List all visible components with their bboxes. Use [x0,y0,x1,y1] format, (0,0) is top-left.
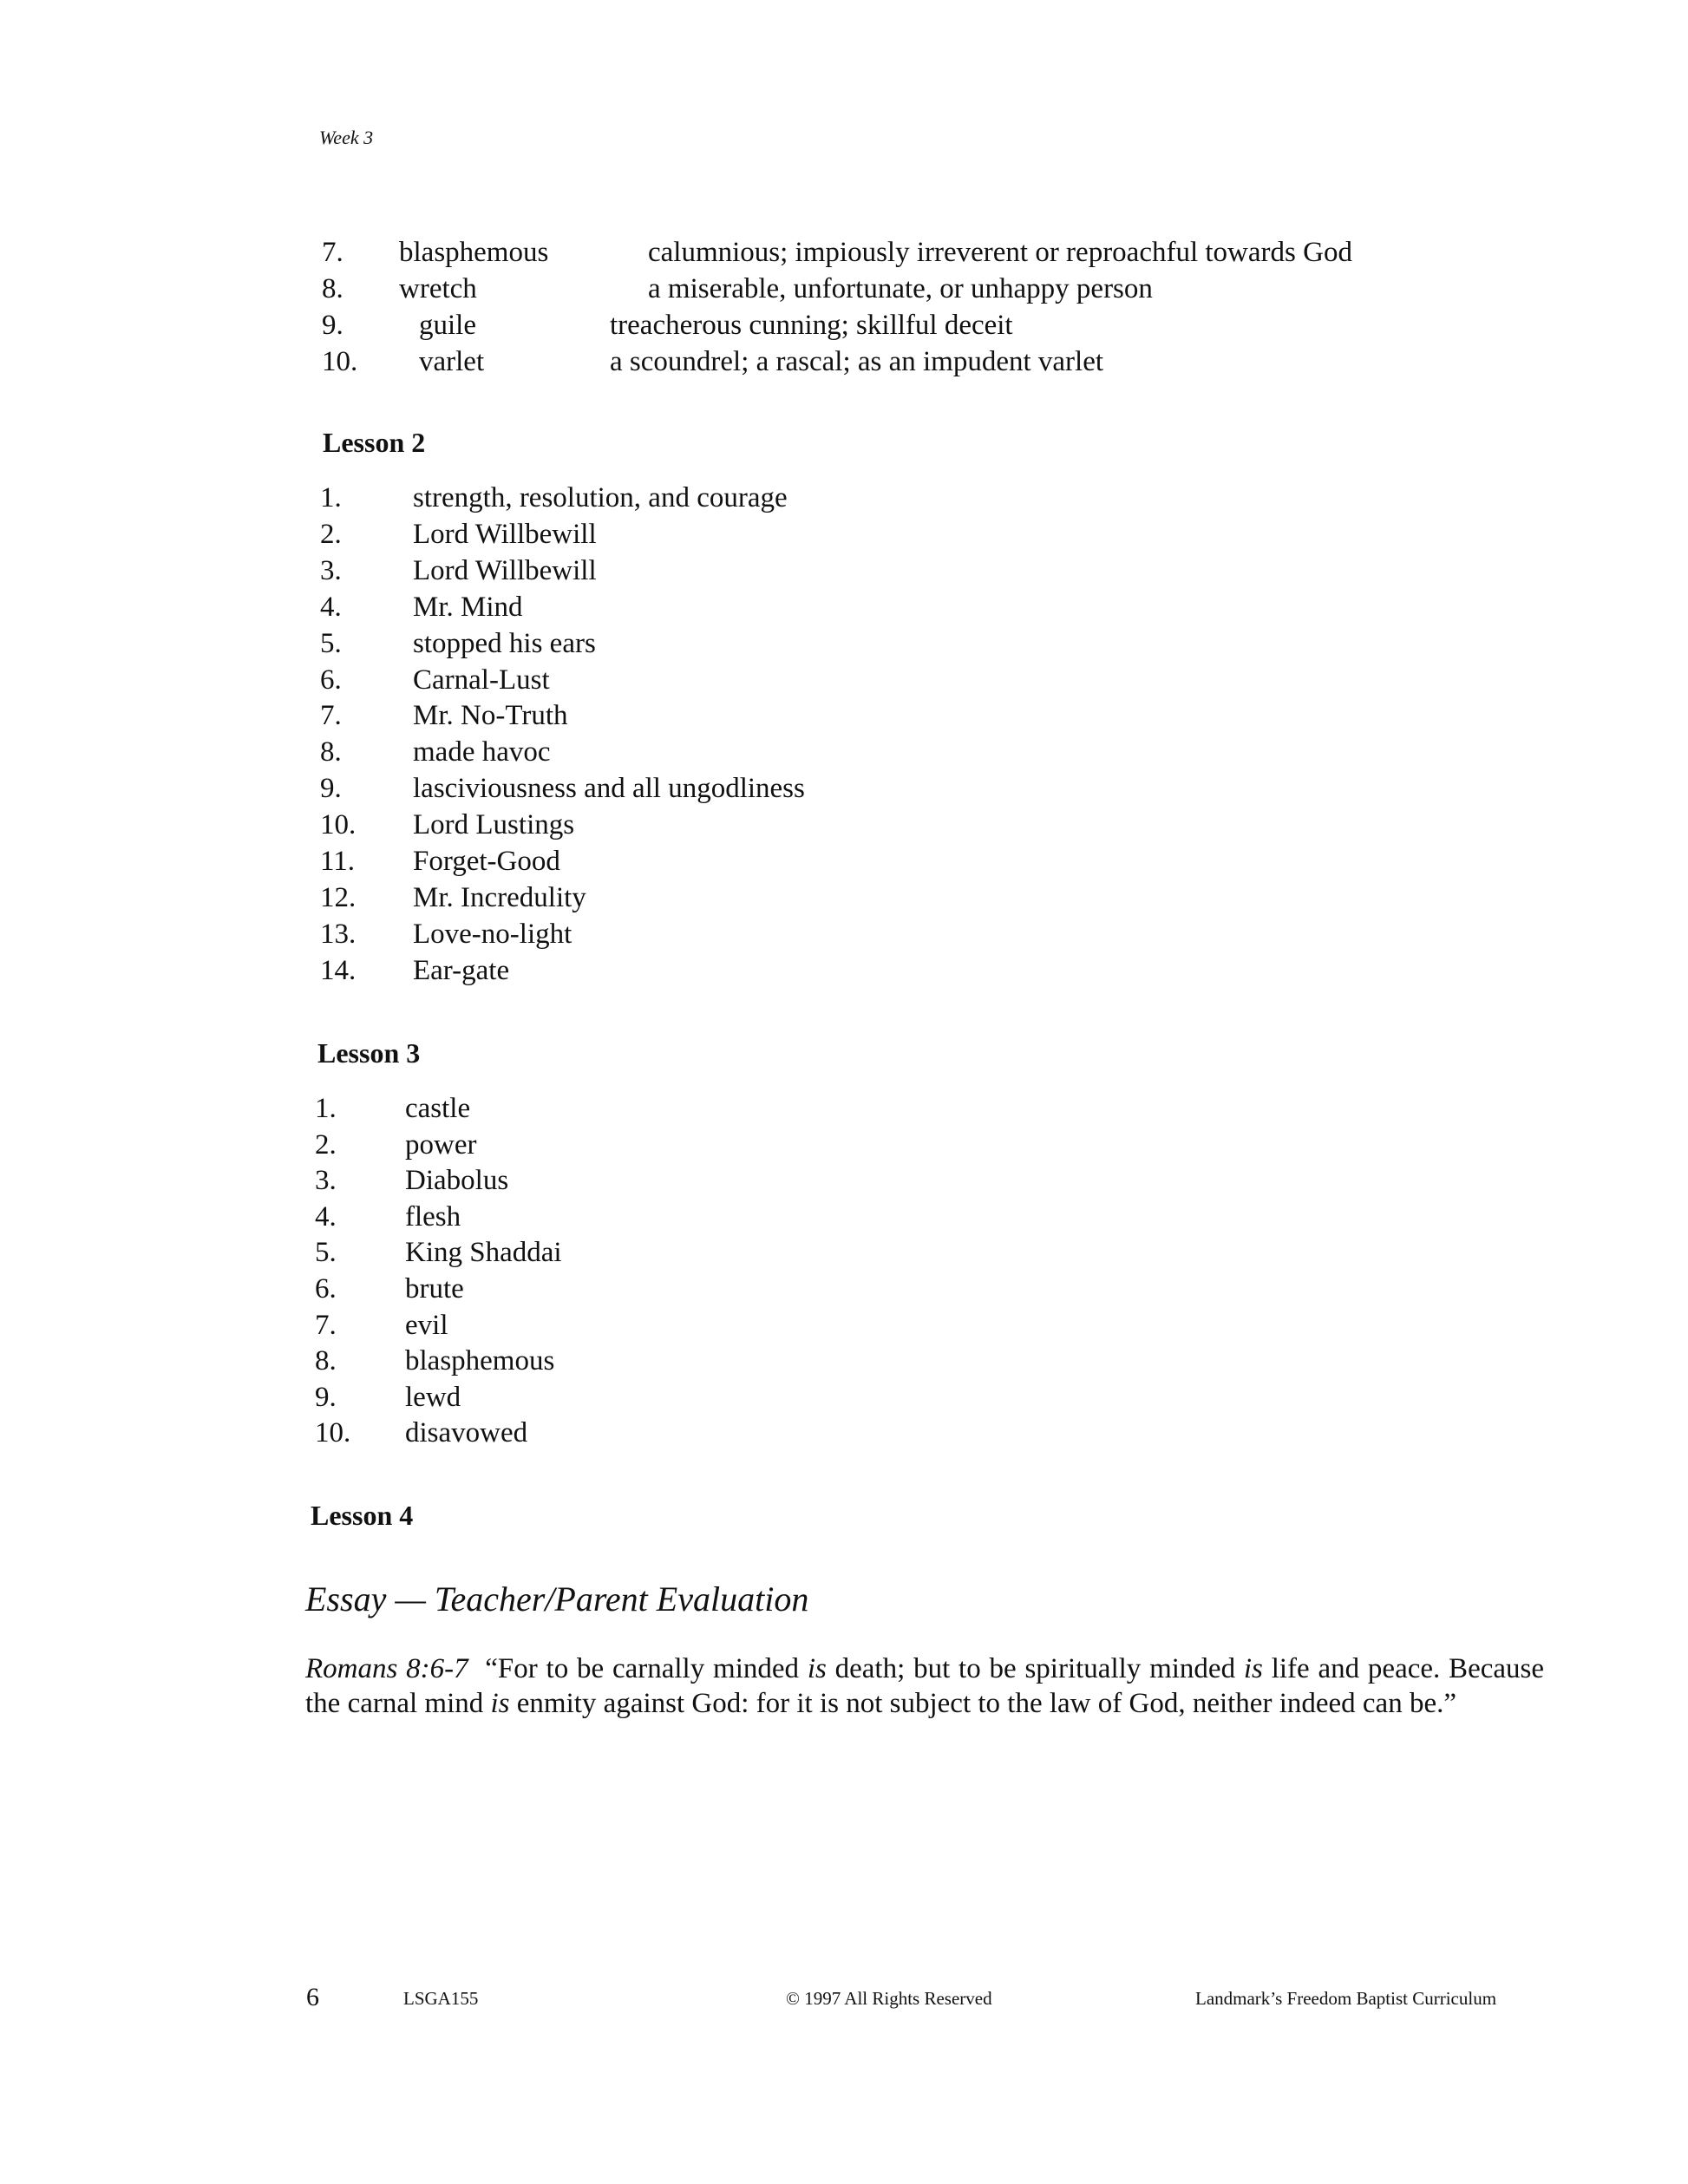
answer-row [315,1199,1096,1235]
vocab-term: blasphemous [399,237,549,268]
answer-row [320,625,1101,662]
curriculum-code: LSGA155 [403,1988,479,2009]
passage-segment: enmity against God: for it is not subject to the law of God, neither indeed can be.” [509,1688,1456,1719]
answer-text: stopped his ears [413,627,596,659]
answer-text: lewd [405,1381,461,1413]
vocab-definition: calumnious; impiously irreverent or reproachful towards God [648,237,1352,268]
vocab-term: varlet [419,346,485,377]
page-number: 6 [306,1983,319,2011]
answer-text: Lord Willbewill [413,554,597,586]
italic-emphasis: is [490,1688,510,1719]
item-number: 13. [320,918,357,950]
answer-row [315,1127,1096,1163]
item-number: 11. [320,846,356,877]
scripture-passage [305,1651,1544,1721]
answer-text: Lord Lustings [413,809,575,841]
item-number: 7. [315,1309,337,1341]
item-number: 10. [315,1417,351,1449]
answer-row [320,952,1101,989]
vocab-term: guile [419,310,476,341]
vocab-definition: a miserable, unfortunate, or unhappy person [648,273,1153,304]
passage-segment: “For to be carnally minded [485,1653,808,1684]
running-head: Week 3 [319,127,374,148]
item-number: 9. [322,310,343,341]
answer-row [320,697,1101,734]
answer-row [320,807,1101,843]
answer-row [315,1307,1096,1344]
vocab-term: wretch [399,273,477,304]
lesson-2-heading: Lesson 2 [323,427,426,458]
copyright-notice: © 1997 All Rights Reserved [786,1988,992,2009]
item-number: 9. [315,1381,337,1413]
answer-row [320,734,1101,770]
italic-emphasis: is [807,1653,827,1684]
answer-text: Ear-gate [413,954,510,986]
item-number: 6. [315,1273,337,1305]
vocab-row [322,307,1554,343]
item-number: 8. [320,736,342,768]
answer-row [315,1379,1096,1416]
vocab-row [322,234,1554,271]
answer-row [320,553,1101,589]
vocab-definition: treacherous cunning; skillful deceit [610,310,1013,341]
answer-row [320,516,1101,553]
answer-text: Love-no-light [413,918,572,950]
answer-row [320,770,1101,807]
answer-text: strength, resolution, and courage [413,482,788,513]
answer-row [315,1415,1096,1451]
answer-text: Mr. Mind [413,591,523,623]
answer-row [320,662,1101,698]
answer-text: disavowed [405,1417,528,1449]
publisher-name: Landmark’s Freedom Baptist Curriculum [1195,1988,1497,2009]
item-number: 12. [320,881,357,913]
item-number: 8. [322,273,343,304]
passage-segment: life and peace. Because the carnal mind [305,1653,1545,1719]
item-number: 10. [320,809,357,841]
answer-text: lasciviousness and all ungodliness [413,773,805,805]
vocab-row [322,343,1554,380]
item-number: 2. [320,518,342,550]
answer-text: Diabolus [405,1165,509,1197]
item-number: 2. [315,1128,337,1161]
answer-text: Carnal-Lust [413,664,550,696]
answer-text: blasphemous [405,1345,555,1377]
lesson-4-heading: Lesson 4 [311,1500,414,1531]
scripture-text [305,1653,1544,1719]
item-number: 5. [320,627,342,659]
answer-row [320,916,1101,952]
vocab-row [322,271,1554,307]
answer-row [315,1162,1096,1199]
item-number: 10. [322,346,358,377]
vocab-definition: a scoundrel; a rascal; as an impudent varlet [610,346,1104,377]
essay-heading: Essay — Teacher/Parent Evaluation [305,1579,809,1618]
answer-text: Mr. Incredulity [413,881,586,913]
answer-row [320,879,1101,916]
answer-row [320,843,1101,879]
item-number: 7. [322,237,343,268]
answer-row [320,589,1101,625]
answer-text: power [405,1128,477,1161]
answer-text: Lord Willbewill [413,518,597,550]
answer-text: brute [405,1273,464,1305]
item-number: 8. [315,1345,337,1377]
item-number: 1. [315,1093,337,1124]
item-number: 5. [315,1237,337,1269]
italic-emphasis: is [1243,1653,1263,1684]
lesson-3-heading: Lesson 3 [317,1037,421,1069]
item-number: 7. [320,700,342,732]
answer-text: Forget-Good [413,846,560,877]
answer-row [315,1234,1096,1271]
answer-row [315,1271,1096,1307]
answer-text: evil [405,1309,448,1341]
item-number: 3. [315,1165,337,1197]
item-number: 6. [320,664,342,696]
item-number: 1. [320,482,342,513]
scripture-reference: Romans 8:6-7 [305,1653,468,1684]
item-number: 3. [320,554,342,586]
item-number: 4. [320,591,342,623]
answer-row [315,1090,1096,1127]
item-number: 4. [315,1200,337,1233]
answer-text: made havoc [413,736,551,768]
answer-row [315,1343,1096,1379]
item-number: 14. [320,954,357,986]
answer-text: castle [405,1093,471,1124]
answer-text: flesh [405,1200,461,1233]
answer-text: King Shaddai [405,1237,562,1269]
answer-text: Mr. No-Truth [413,700,568,732]
item-number: 9. [320,773,342,805]
passage-segment: death; but to be spiritually minded [826,1653,1244,1684]
answer-row [320,480,1101,516]
